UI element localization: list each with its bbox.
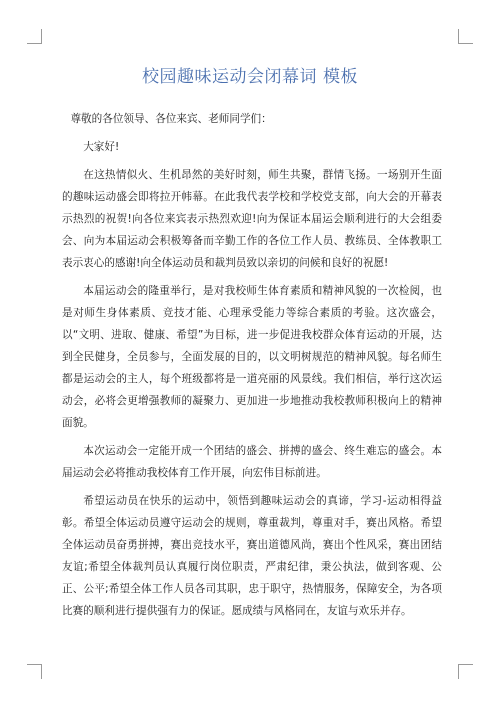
salutation: 尊敬的各位领导、各位来宾、老师同学们： [70, 113, 272, 125]
paragraph-opening: 在这热情似火、生机昂然的美好时刻，师生共聚，群情飞扬。一场别开生面的趣味运动盛会即将拉开帏幕。在此我代表学校和学校党支部，向大会的开幕表示热烈的祝贺!向各位来宾表示热烈欢迎!向为保证本届运会顺利进行的大会组委会、向为本届运动会积极筹备而辛勤工作的各位工作人员、教练员、全体教职工表示衷心的感谢!向全体运动员和裁判员致以亲切的问候和良好的祝愿! [62, 169, 442, 269]
document-title: 校园趣味运动会闭幕词 模板 [142, 67, 358, 87]
crop-mark-bottom-right [458, 664, 473, 679]
greeting: 大家好! [83, 141, 120, 153]
paragraph-significance: 本届运动会的隆重举行，是对我校师生体育素质和精神风貌的一次检阅，也是对师生身体素质、竞技才能、心理承受能力等综合素质的考验。这次盛会，以“文明、进取、健康、希望”为目标，进一步促进我校群众体育运动的开展，达到全民健身，全员参与，全面发展的目的，以文明树规范的精神风貌。每名师生都是运动会的主人，每个班级都将是一道亮丽的风景线。我们相信，举行这次运动会，必将会更增强教师的凝聚力、更加进一步地推动我校教师积极向上的精神面貌。 [62, 285, 442, 429]
document-body [62, 108, 442, 628]
paragraph-expectation: 本次运动会一定能开成一个团结的盛会、拼搏的盛会、终生难忘的盛会。本届运动会必将推动我校体育工作开展，向宏伟目标前进。 [62, 445, 442, 479]
crop-mark-top-left [27, 29, 42, 44]
paragraph-wishes: 希望运动员在快乐的运动中，领悟到趣味运动会的真谛，学习-运动相得益彰。希望全体运动员遵守运动会的规则，尊重裁判，尊重对手，赛出风格。希望全体运动员奋勇拼搏，赛出竞技水平，赛出道德风尚，赛出个性风采，赛出团结友谊;希望全体裁判员认真履行岗位职责，严肃纪律，秉公执法，做到客观、公正、公平;希望全体工作人员各司其职，忠于职守，热情服务，保障安全，为各项比赛的顺利进行提供强有力的保证。愿成绩与风格同在，友谊与欢乐并存。 [62, 495, 442, 617]
crop-mark-top-right [458, 29, 473, 44]
crop-mark-bottom-left [27, 664, 42, 679]
